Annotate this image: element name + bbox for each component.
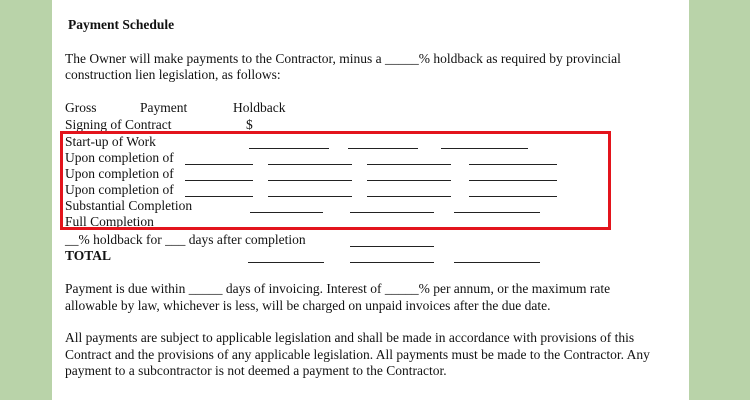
blank-line: [350, 262, 434, 263]
document-page: [52, 0, 689, 400]
column-header-holdback: Holdback: [233, 100, 286, 115]
row-label-completion-2: Upon completion of: [65, 166, 174, 181]
payment-terms-paragraph: [65, 281, 675, 314]
currency-symbol: $: [246, 117, 253, 132]
row-label-substantial: Substantial Completion: [65, 198, 193, 213]
section-title: Payment Schedule: [68, 17, 175, 32]
row-label-holdback-release: __% holdback for ___ days after completion: [65, 232, 306, 247]
blank-line: [248, 262, 324, 263]
column-header-gross: Gross: [65, 100, 97, 115]
blank-line: [454, 262, 540, 263]
payment-terms-line-1: Payment is due within _____ days of invoicing. Interest of _____% per annum, or the maximum rate: [65, 281, 611, 296]
legislation-line-1: All payments are subject to applicable legislation and shall be made in accordance with provisions of this: [65, 330, 635, 345]
row-label-signing: Signing of Contract: [65, 117, 172, 132]
row-label-startup: Start-up of Work: [65, 134, 156, 149]
row-label-completion-3: Upon completion of: [65, 182, 174, 197]
column-header-payment: Payment: [140, 100, 188, 115]
row-label-full: Full Completion: [65, 214, 154, 229]
legislation-line-3: payment to a subcontractor is not deemed a payment to the Contractor.: [65, 363, 447, 378]
row-label-completion-1: Upon completion of: [65, 150, 174, 165]
row-label-total: TOTAL: [65, 248, 112, 263]
highlight-box: [60, 131, 611, 230]
blank-line: [350, 246, 434, 247]
intro-text-line-2: construction lien legislation, as follows:: [65, 67, 281, 82]
legislation-line-2: Contract and the provisions of any applicable legislation. All payments must be made to the Contractor. Any: [65, 346, 650, 362]
legislation-paragraph: [65, 330, 675, 380]
intro-text-line-1: The Owner will make payments to the Contractor, minus a _____% holdback as required by provincial: [65, 51, 621, 66]
payment-terms-line-2: allowable by law, whichever is less, will be charged on unpaid invoices after the due date.: [65, 297, 551, 313]
